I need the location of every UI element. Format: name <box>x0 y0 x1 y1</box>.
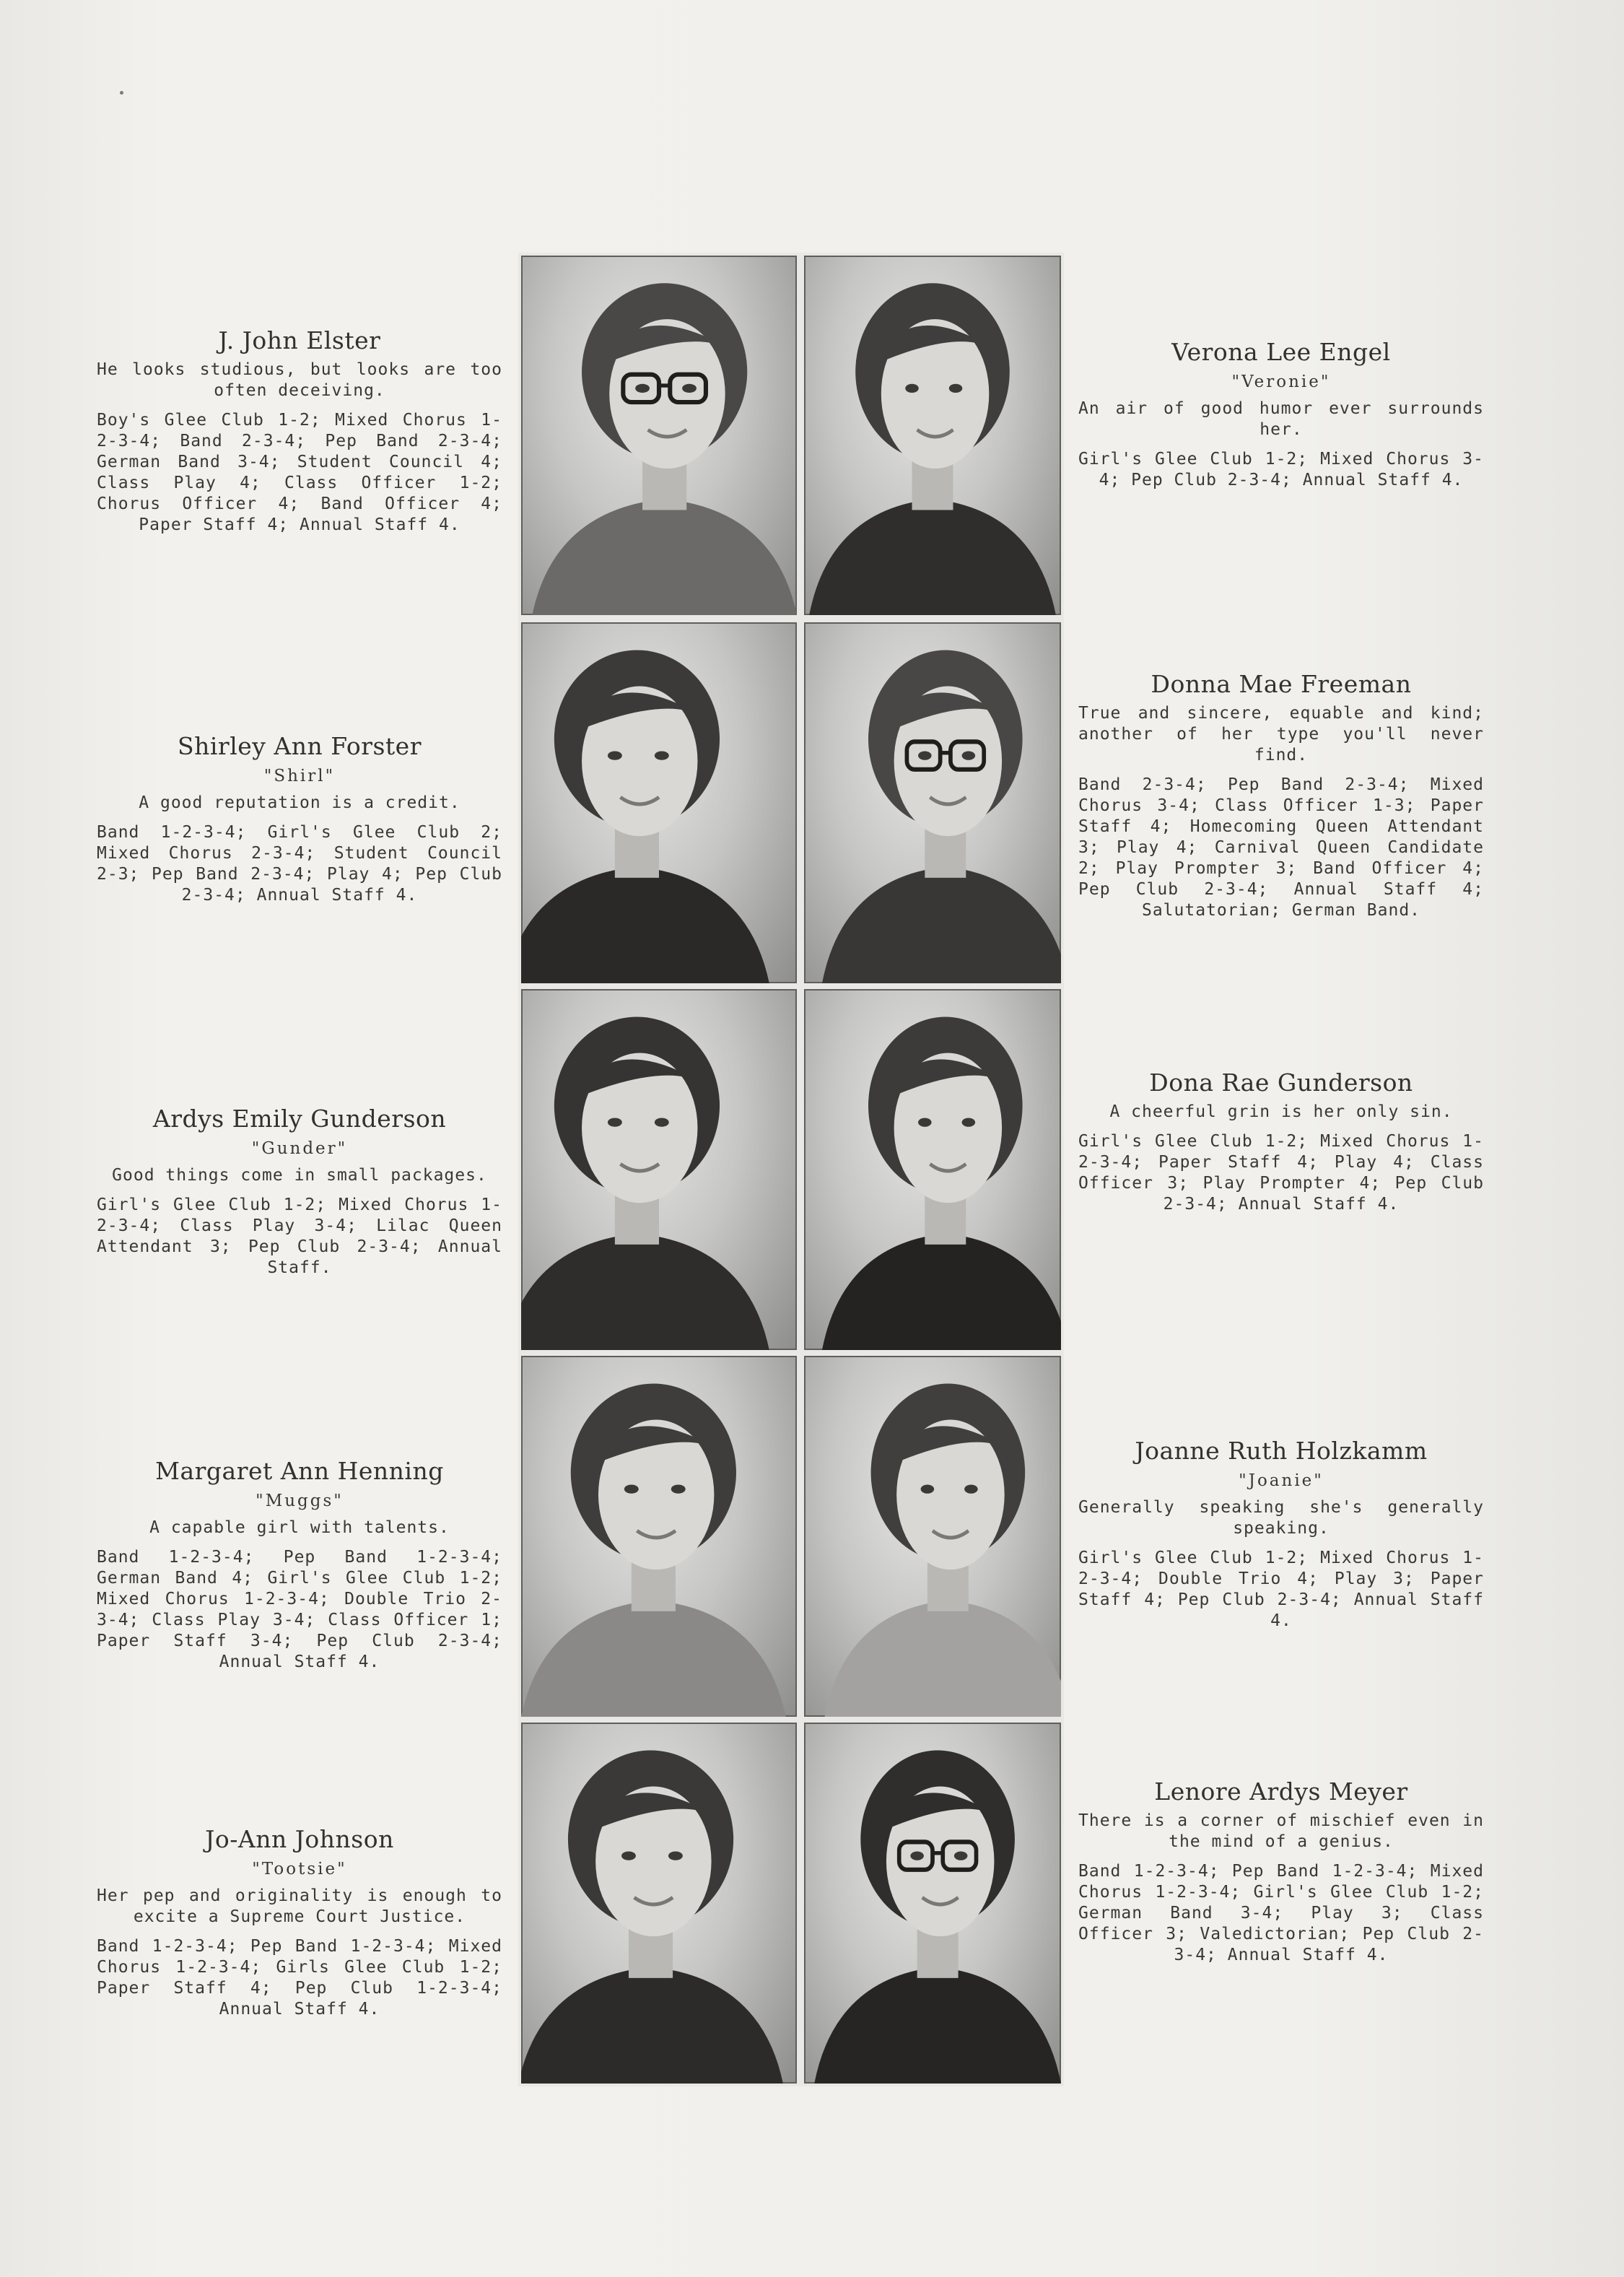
student-activities: Girl's Glee Club 1-2; Mixed Chorus 1-2-3-4; Paper Staff 4; Play 4; Class Officer 3; Play Prompter 4; Pep Club 2-3-4; Annual Staff 4. <box>1078 1132 1484 1214</box>
student-nickname: "Joanie" <box>1239 1471 1324 1490</box>
student-motto: Her pep and originality is enough to excite a Supreme Court Justice. <box>97 1886 502 1926</box>
student-motto: He looks studious, but looks are too often deceiving. <box>97 360 502 400</box>
student-name: J. John Elster <box>218 326 381 354</box>
student-nickname: "Muggs" <box>256 1492 344 1510</box>
student-nickname: "Shirl" <box>263 767 336 785</box>
student-name: Donna Mae Freeman <box>1151 670 1412 698</box>
student-activities: Girl's Glee Club 1-2; Mixed Chorus 1-2-3-4; Double Trio 4; Play 3; Paper Staff 4; Pep Club 2-3-4; Annual Staff 4. <box>1078 1549 1484 1630</box>
portrait-elster <box>521 256 797 615</box>
portrait-silhouette <box>804 1356 1061 1717</box>
student-motto: A cheerful grin is her only sin. <box>1109 1102 1453 1121</box>
student-name: Ardys Emily Gunderson <box>152 1105 447 1133</box>
bio-henning <box>97 1455 502 1673</box>
portrait-silhouette <box>804 989 1061 1350</box>
student-name: Joanne Ruth Holzkamm <box>1135 1437 1428 1465</box>
portrait-meyer <box>804 1723 1061 2084</box>
portrait-grid <box>518 253 1064 2086</box>
portrait-silhouette <box>521 256 797 615</box>
portrait-silhouette <box>521 1723 797 2084</box>
portrait-silhouette <box>804 1723 1061 2084</box>
student-motto: There is a corner of mischief even in the mind of a genius. <box>1078 1811 1484 1851</box>
portrait-henning <box>521 1356 797 1717</box>
student-motto: A good reputation is a credit. <box>139 793 460 812</box>
student-name: Lenore Ardys Meyer <box>1154 1777 1408 1806</box>
bio-meyer <box>1078 1776 1484 1966</box>
portrait-forster <box>521 622 797 983</box>
portrait-silhouette <box>521 989 797 1350</box>
student-activities: Band 1-2-3-4; Pep Band 1-2-3-4; German Band 4; Girl's Glee Club 1-2; Mixed Chorus 1-2-3-4; Double Trio 2-3-4; Class Play 3-4; Class Officer 1; Paper Staff 3-4; Pep Club 2-3-4; Annual Staff 4. <box>97 1548 502 1671</box>
student-name: Jo-Ann Johnson <box>205 1825 394 1853</box>
portrait-silhouette <box>804 622 1061 983</box>
bio-dona-gunderson <box>1078 1067 1484 1215</box>
student-motto: True and sincere, equable and kind; another of her type you'll never find. <box>1078 704 1484 765</box>
student-nickname: "Tootsie" <box>252 1860 347 1878</box>
student-name: Verona Lee Engel <box>1171 338 1391 366</box>
bio-johnson <box>97 1824 502 2020</box>
bio-forster <box>97 731 502 906</box>
student-activities: Band 2-3-4; Pep Band 2-3-4; Mixed Chorus 3-4; Class Officer 1-3; Paper Staff 4; Homecoming Queen Attendant 3; Play 4; Carnival Queen Candidate 2; Play Prompter 3; Band Officer 4; Pep Club 2-3-4; Annual Staff 4; Salutatorian; German Band. <box>1078 775 1484 920</box>
student-motto: Good things come in small packages. <box>112 1166 487 1185</box>
portrait-silhouette <box>521 1356 797 1717</box>
portrait-holzkamm <box>804 1356 1061 1717</box>
portrait-johnson <box>521 1723 797 2084</box>
student-motto: Generally speaking she's generally speaking. <box>1078 1498 1484 1538</box>
student-name: Margaret Ann Henning <box>155 1457 444 1485</box>
student-activities: Girl's Glee Club 1-2; Mixed Chorus 1-2-3-4; Class Play 3-4; Lilac Queen Attendant 3; Pep Club 2-3-4; Annual Staff. <box>97 1196 502 1277</box>
portrait-ardys-gunderson <box>521 989 797 1350</box>
student-motto: An air of good humor ever surrounds her. <box>1078 399 1484 439</box>
student-nickname: "Gunder" <box>251 1139 348 1158</box>
portrait-silhouette <box>521 622 797 983</box>
portrait-dona-gunderson <box>804 989 1061 1350</box>
student-name: Shirley Ann Forster <box>178 732 422 760</box>
student-activities: Band 1-2-3-4; Pep Band 1-2-3-4; Mixed Chorus 1-2-3-4; Girl's Glee Club 1-2; German Band 3-4; Play 3; Class Officer 3; Valedictorian; Pep Club 2-3-4; Annual Staff 4. <box>1078 1862 1484 1964</box>
paper-speck <box>120 91 123 95</box>
bio-freeman <box>1078 669 1484 921</box>
bio-engel <box>1078 336 1484 491</box>
student-motto: A capable girl with talents. <box>149 1518 450 1537</box>
student-name: Dona Rae Gunderson <box>1149 1068 1413 1097</box>
student-activities: Band 1-2-3-4; Girl's Glee Club 2; Mixed Chorus 2-3-4; Student Council 2-3; Pep Band 2-3-4; Play 4; Pep Club 2-3-4; Annual Staff 4. <box>97 823 502 905</box>
student-activities: Band 1-2-3-4; Pep Band 1-2-3-4; Mixed Chorus 1-2-3-4; Girls Glee Club 1-2; Paper Staff 4; Pep Club 1-2-3-4; Annual Staff 4. <box>97 1937 502 2019</box>
bio-elster <box>97 325 502 536</box>
bio-ardys-gunderson <box>97 1103 502 1279</box>
portrait-silhouette <box>804 256 1061 615</box>
portrait-freeman <box>804 622 1061 983</box>
student-nickname: "Veronie" <box>1231 373 1331 391</box>
portrait-engel <box>804 256 1061 615</box>
student-activities: Boy's Glee Club 1-2; Mixed Chorus 1-2-3-4; Band 2-3-4; Pep Band 2-3-4; German Band 3-4; Student Council 4; Class Play 4; Class Officer 1-2; Chorus Officer 4; Band Officer 4; Paper Staff 4; Annual Staff 4. <box>97 411 502 534</box>
bio-holzkamm <box>1078 1435 1484 1632</box>
student-activities: Girl's Glee Club 1-2; Mixed Chorus 3-4; Pep Club 2-3-4; Annual Staff 4. <box>1078 450 1484 489</box>
